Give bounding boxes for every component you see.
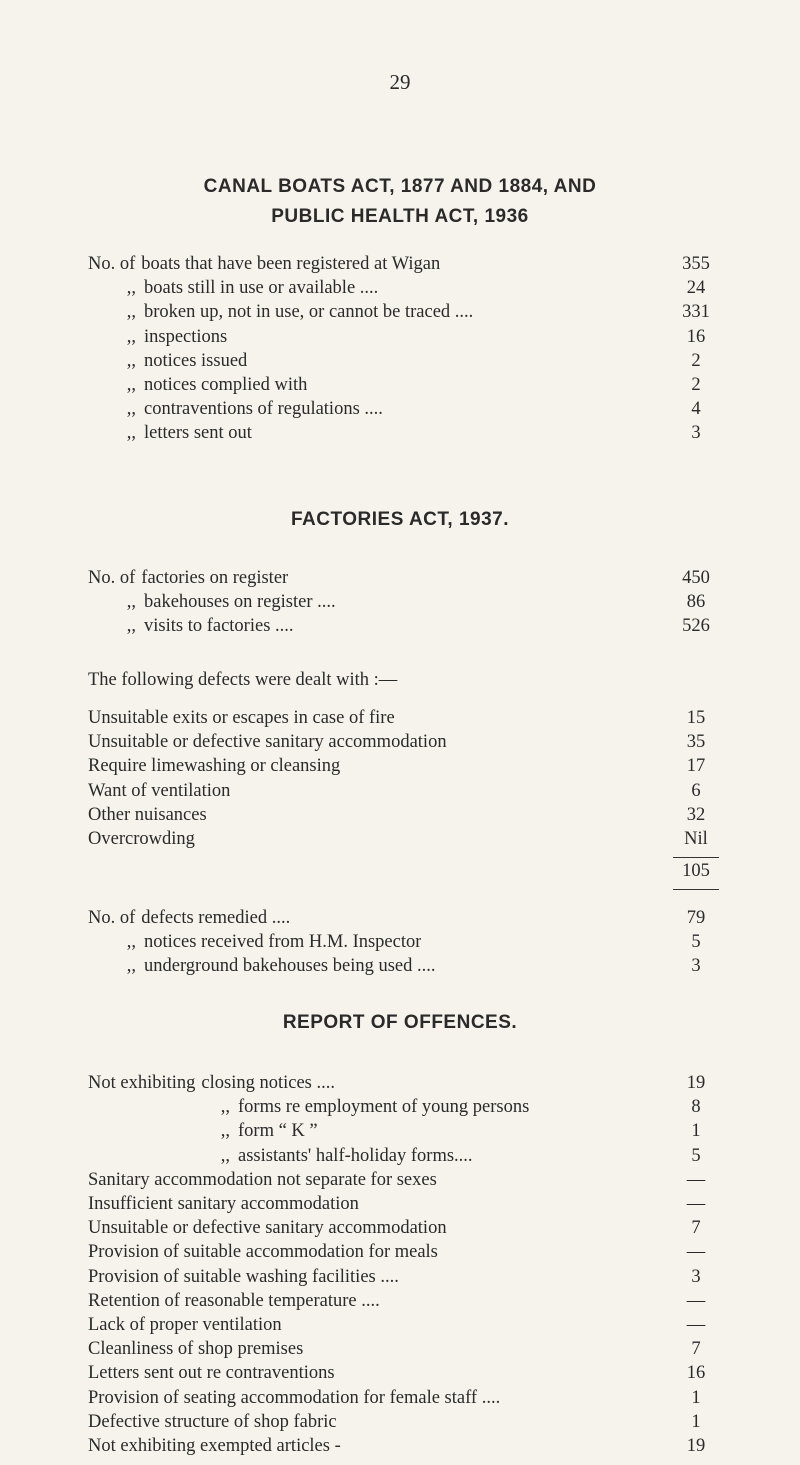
item-prefix: ,, (126, 375, 136, 395)
item-label (88, 829, 195, 850)
list-item (88, 1339, 720, 1363)
item-label (88, 1339, 303, 1360)
item-value: 86 (686, 592, 706, 613)
item-label (88, 732, 447, 753)
item-text: defects remedied .... (141, 908, 291, 928)
list-item (88, 805, 720, 829)
item-text: Unsuitable or defective sanitary accommodation (88, 732, 447, 753)
item-prefix: No. of (88, 254, 136, 274)
list-item (88, 351, 720, 375)
list-item (88, 1146, 720, 1170)
item-value: 1 (691, 1121, 701, 1142)
item-value: — (686, 1169, 706, 1190)
total-rule-bottom (673, 889, 719, 890)
list-item (88, 932, 720, 956)
item-text: contraventions of regulations .... (144, 399, 383, 420)
item-prefix: ,, (126, 423, 136, 444)
item-value: Nil (684, 829, 708, 849)
item-prefix: No. of (88, 908, 136, 928)
item-label (88, 1218, 447, 1239)
item-value: 3 (691, 1266, 701, 1287)
item-value: 2 (691, 350, 701, 371)
item-value: 32 (686, 804, 706, 825)
item-value: — (686, 1242, 706, 1263)
item-text: visits to factories .... (144, 616, 294, 637)
item-text: Defective structure of shop fabric (88, 1411, 337, 1432)
item-text: Not exhibiting exempted articles - (88, 1436, 341, 1456)
item-value: — (686, 1290, 706, 1311)
item-text: Require limewashing or cleansing (88, 756, 341, 777)
list-item (88, 756, 720, 780)
item-text: forms re employment of young persons (238, 1097, 530, 1118)
item-text: assistants' half-holiday forms.... (238, 1145, 473, 1166)
item-text: notices issued (144, 350, 248, 371)
item-label (88, 375, 307, 396)
item-text: broken up, not in use, or cannot be traced .... (144, 302, 474, 323)
list-item (88, 781, 720, 805)
list-item (88, 1267, 720, 1291)
item-label (88, 1436, 341, 1457)
list-item (88, 423, 720, 447)
item-label (88, 708, 395, 729)
item-value: 355 (682, 254, 710, 274)
item-text: letters sent out (144, 423, 252, 444)
defects-total-row (88, 861, 720, 885)
item-text: notices complied with (144, 375, 308, 395)
item-label (88, 781, 230, 802)
item-text: Unsuitable exits or escapes in case of fire (88, 708, 395, 728)
total-rule-top (673, 857, 719, 858)
item-text: Provision of seating accommodation for female staff .... (88, 1387, 501, 1408)
list-item (88, 1097, 720, 1121)
item-text: Retention of reasonable temperature .... (88, 1290, 380, 1311)
item-prefix: ,, (126, 616, 136, 637)
item-text: inspections (144, 326, 228, 347)
item-text: Provision of suitable accommodation for meals (88, 1242, 438, 1263)
item-text: boats that have been registered at Wigan (141, 254, 441, 274)
item-value: 1 (691, 1411, 701, 1432)
item-prefix: ,, (126, 302, 136, 323)
item-label (88, 956, 436, 977)
section-title-public-health: PUBLIC HEALTH ACT, 1936 (271, 206, 529, 227)
list-item (88, 1121, 720, 1145)
item-value: 1 (691, 1387, 701, 1408)
item-prefix: No. of (88, 568, 136, 588)
list-item (88, 829, 720, 853)
item-label (88, 1291, 380, 1312)
list-item (88, 1170, 720, 1194)
item-label (88, 908, 290, 929)
item-text: Unsuitable or defective sanitary accommodation (88, 1218, 447, 1239)
item-prefix: ,, (220, 1145, 230, 1166)
list-item (88, 1242, 720, 1266)
item-label (88, 1097, 529, 1118)
item-label (88, 1146, 473, 1167)
item-text: form “ K ” (238, 1121, 318, 1142)
item-text: Letters sent out re contraventions (88, 1363, 335, 1384)
page-number: 29 (389, 70, 411, 94)
item-prefix: ,, (126, 592, 136, 613)
section-title-factories: FACTORIES ACT, 1937. (290, 509, 509, 530)
list-item (88, 592, 720, 616)
list-item (88, 399, 720, 423)
item-text: Cleanliness of shop premises (88, 1339, 304, 1360)
item-label (88, 1170, 437, 1191)
item-value: 35 (686, 732, 706, 753)
item-text: closing notices .... (201, 1073, 335, 1093)
item-prefix: ,, (126, 956, 136, 977)
item-value: 16 (686, 326, 706, 347)
item-value: — (686, 1194, 706, 1214)
item-value: 79 (686, 908, 706, 928)
item-label (88, 351, 247, 372)
defects-total: 105 (682, 861, 710, 881)
item-label (88, 1121, 318, 1142)
item-value: 526 (682, 616, 710, 637)
item-value: 17 (686, 756, 706, 777)
list-item (88, 375, 720, 399)
item-value: 2 (691, 375, 701, 395)
item-label (88, 805, 207, 826)
item-value: 8 (691, 1097, 701, 1118)
item-label (88, 1363, 335, 1384)
list-item (88, 732, 720, 756)
item-label (88, 616, 294, 637)
item-text: Sanitary accommodation not separate for sexes (88, 1169, 437, 1190)
item-prefix: ,, (126, 399, 136, 420)
item-label (88, 932, 421, 953)
item-label (88, 423, 252, 444)
item-value: 19 (686, 1436, 706, 1456)
item-value: 15 (686, 708, 706, 728)
item-label (88, 399, 383, 420)
item-label (88, 756, 340, 777)
item-label (88, 592, 336, 613)
list-item (88, 1315, 720, 1339)
item-value: 19 (686, 1073, 706, 1093)
item-label (88, 1267, 399, 1288)
list-item (88, 254, 720, 278)
item-text: bakehouses on register .... (144, 592, 336, 613)
list-item (88, 1412, 720, 1436)
item-value: 6 (691, 780, 701, 801)
item-text: underground bakehouses being used .... (144, 956, 436, 977)
item-label (88, 568, 288, 589)
item-value: 3 (691, 956, 701, 977)
list-item (88, 616, 720, 640)
item-value: 331 (682, 302, 710, 323)
list-item (88, 956, 720, 980)
item-prefix: ,, (126, 278, 136, 299)
item-value: 16 (686, 1363, 706, 1384)
item-text: Insufficient sanitary accommodation (88, 1194, 359, 1214)
item-value: 7 (691, 1218, 701, 1239)
item-label (88, 1242, 438, 1263)
item-value: 3 (691, 423, 701, 444)
list-item (88, 1291, 720, 1315)
item-prefix: ,, (126, 932, 136, 953)
item-prefix: ,, (126, 350, 136, 371)
item-prefix: ,, (220, 1097, 230, 1118)
item-text: Overcrowding (88, 829, 195, 849)
list-item (88, 708, 720, 732)
item-text: Provision of suitable washing facilities .... (88, 1266, 399, 1287)
item-label (88, 1412, 337, 1433)
item-value: 4 (691, 399, 701, 420)
item-label (88, 1194, 359, 1215)
item-label (88, 278, 378, 299)
item-text: factories on register (141, 568, 289, 588)
list-item (88, 1218, 720, 1242)
list-item (88, 278, 720, 302)
item-value: 5 (691, 932, 701, 953)
item-value: — (686, 1315, 706, 1335)
list-item (88, 302, 720, 326)
item-value: 450 (682, 568, 710, 588)
list-item (88, 1388, 720, 1412)
item-label (88, 1388, 500, 1409)
item-prefix: ,, (126, 326, 136, 347)
item-label (88, 327, 227, 348)
item-label (88, 302, 473, 323)
item-value: 7 (691, 1339, 701, 1360)
item-label (88, 1073, 335, 1094)
list-item (88, 327, 720, 351)
item-value: 24 (686, 278, 706, 299)
section-title-offences: REPORT OF OFFENCES. (282, 1012, 518, 1033)
item-text: Want of ventilation (88, 780, 231, 801)
item-prefix: ,, (220, 1121, 230, 1142)
item-label (88, 254, 440, 275)
list-item (88, 1363, 720, 1387)
item-prefix: Not exhibiting (88, 1073, 196, 1093)
item-value: 5 (691, 1145, 701, 1166)
section-title-canal-boats: CANAL BOATS ACT, 1877 AND 1884, AND (203, 176, 597, 197)
item-text: notices received from H.M. Inspector (144, 932, 422, 953)
item-text: Lack of proper ventilation (88, 1315, 282, 1335)
item-label (88, 1315, 282, 1336)
list-item (88, 908, 720, 932)
list-item (88, 1073, 720, 1097)
list-item (88, 1194, 720, 1218)
item-text: Other nuisances (88, 804, 207, 825)
list-item (88, 568, 720, 592)
list-item (88, 1436, 720, 1460)
item-text: boats still in use or available .... (144, 278, 379, 299)
defects-intro: The following defects were dealt with :— (88, 670, 398, 690)
